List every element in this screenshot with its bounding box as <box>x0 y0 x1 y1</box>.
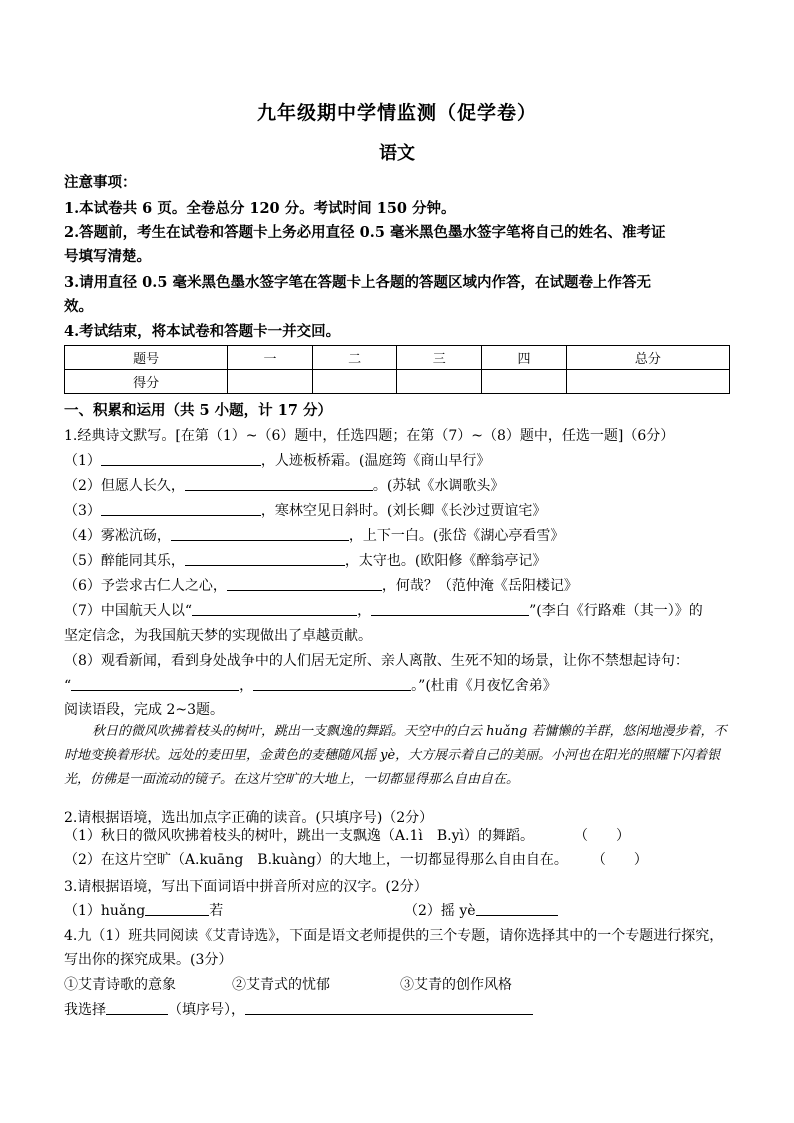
question-1-item-7-cont: 坚定信念，为我国航天梦的实现做出了卓越贡献。 <box>64 628 372 644</box>
answer-blank[interactable] <box>253 676 411 691</box>
question-text: （填序号）， <box>168 1002 245 1018</box>
question-text: （7）中国航天人以“ <box>64 603 193 619</box>
question-text: （1）秋日的微风吹拂着枝头的树叶，跳出一支飘逸（A.1ì B.yì）的舞蹈。 <box>64 828 534 844</box>
notice-heading: 注意事项： <box>64 174 137 191</box>
question-1-item-3 <box>64 501 546 521</box>
question-text: ”(李白《行路难（其一）》的 <box>529 603 703 619</box>
section-heading: 一、积累和运用（共 5 小题，计 17 分） <box>64 402 332 419</box>
question-text: 我选择 <box>64 1002 106 1018</box>
answer-blank[interactable] <box>71 676 239 691</box>
question-text: （4）雾凇沆砀， <box>64 528 171 544</box>
answer-blank[interactable] <box>145 901 209 916</box>
question-1-intro: 1.经典诗文默写。[在第（1）~（6）题中，任选四题；在第（7）~（8）题中，任选一题]（6分） <box>64 428 675 444</box>
notice-item: 4.考试结束，将本试卷和答题卡一并交回。 <box>64 323 341 340</box>
question-text: （5）醉能同其乐， <box>64 553 185 569</box>
notice-item: 2.答题前，考生在试卷和答题卡上务必用直径 0.5 毫米黑色墨水签字笔将自己的姓名、准考证 <box>64 224 666 241</box>
answer-blank[interactable] <box>371 601 529 616</box>
table-header-cell: 二 <box>312 346 397 370</box>
answer-blank[interactable] <box>101 451 261 466</box>
question-text: （2）在这片空旷（A.kuāng B.kuàng）的大地上，一切都显得那么自由自在。 <box>64 852 568 868</box>
reading-intro: 阅读语段，完成 2~3题。 <box>64 702 224 718</box>
question-1-item-1 <box>64 451 490 471</box>
answer-blank[interactable] <box>192 601 357 616</box>
notice-item: 号填写清楚。 <box>64 248 151 265</box>
answer-blank[interactable] <box>185 476 373 491</box>
question-text: （6）予尝求古仁人之心， <box>64 578 227 594</box>
score-cell[interactable] <box>312 370 397 394</box>
answer-paren[interactable]: （ ） <box>591 852 648 868</box>
question-1-item-2 <box>64 476 504 496</box>
table-header-cell: 三 <box>397 346 482 370</box>
question-text: ，何哉？（范仲淹《岳阳楼记》 <box>381 578 578 594</box>
question-text: ， <box>357 603 372 619</box>
question-4-option-1: ①艾青诗歌的意象 <box>64 977 176 993</box>
question-text: （1） <box>64 453 101 469</box>
reading-passage: 秋日的微风吹拂着枝头的树叶，跳出一支飘逸的舞蹈。天空中的白云 huǎng 若慵懒的羊群，悠闲地漫步着，不时地变换着形状。远处的麦田里，金黄色的麦穗随风摇 yè，大方展示着自己的美丽。小河也在阳光的照耀下闪着银光，仿佛是一面流动的镜子。在这片空旷的大地上，一切都显得那么自由自在。 <box>64 724 727 787</box>
table-row-label: 得分 <box>65 370 228 394</box>
question-text: ，太守也。(欧阳修《醉翁亭记》 <box>344 553 547 569</box>
question-text: ，寒林空见日斜时。(刘长卿《长沙过贾谊宅》 <box>260 503 547 519</box>
score-cell[interactable] <box>566 370 729 394</box>
question-2-item-1 <box>64 826 630 846</box>
score-cell[interactable] <box>397 370 482 394</box>
question-2-item-2 <box>64 850 648 870</box>
question-text: （2）摇 yè <box>404 903 476 919</box>
question-text: 。”(杜甫《月夜忆舍弟》 <box>411 678 557 694</box>
question-4-answer <box>64 1000 533 1020</box>
question-1-item-5 <box>64 551 546 571</box>
question-text: （2）但愿人长久， <box>64 478 185 494</box>
exam-subject: 语文 <box>379 143 415 164</box>
table-header-cell: 题号 <box>65 346 228 370</box>
question-4-option-3: ③艾青的创作风格 <box>400 977 512 993</box>
question-text: 。(苏轼《水调歌头》 <box>372 478 505 494</box>
question-1-item-4 <box>64 526 564 546</box>
question-1-item-8-answer <box>64 676 557 696</box>
question-1-item-6 <box>64 576 578 596</box>
table-header-cell: 总分 <box>566 346 729 370</box>
notice-item: 1.本试卷共 6 页。全卷总分 120 分。考试时间 150 分钟。 <box>64 200 456 217</box>
notice-item: 3.请用直径 0.5 毫米黑色墨水签字笔在答题卡上各题的答题区域内作答，在试题卷上作答无 <box>64 274 651 291</box>
score-cell[interactable] <box>482 370 567 394</box>
answer-paren[interactable]: （ ） <box>573 828 630 844</box>
answer-blank[interactable] <box>171 526 349 541</box>
question-4-intro-cont: 写出你的探究成果。(3分） <box>64 952 233 968</box>
table-header-cell: 一 <box>228 346 313 370</box>
question-text: “ <box>64 678 72 694</box>
question-text: 若 <box>209 903 224 919</box>
answer-blank[interactable] <box>245 1000 533 1015</box>
question-4-intro: 4.九（1）班共同阅读《艾青诗选》，下面是语文老师提供的三个专题，请你选择其中的一个专题进行探究， <box>64 928 724 944</box>
question-3-item-1 <box>64 901 223 921</box>
answer-blank[interactable] <box>185 551 345 566</box>
question-4-option-2: ②艾青式的忧郁 <box>232 977 330 993</box>
question-text: ，人迹板桥霜。(温庭筠《商山早行》 <box>260 453 491 469</box>
question-3-item-2 <box>404 901 558 921</box>
answer-blank[interactable] <box>227 576 382 591</box>
table-header-cell: 四 <box>482 346 567 370</box>
question-text: ， <box>239 678 254 694</box>
table-row <box>65 346 730 370</box>
table-row <box>65 370 730 394</box>
notice-item: 效。 <box>64 298 93 315</box>
question-text: （3） <box>64 503 101 519</box>
question-text: ，上下一白。(张岱《湖心亭看雪》 <box>348 528 565 544</box>
exam-title: 九年级期中学情监测（促学卷） <box>256 102 537 124</box>
answer-blank[interactable] <box>476 901 558 916</box>
question-1-item-7 <box>64 601 703 621</box>
answer-blank[interactable] <box>106 1000 168 1015</box>
question-text: （1）huǎng <box>64 903 146 919</box>
question-2-intro: 2.请根据语境，选出加点字正确的读音。(只填序号)（2分） <box>64 810 434 826</box>
score-table <box>64 345 730 394</box>
score-cell[interactable] <box>228 370 313 394</box>
question-3-intro: 3.请根据语境，写出下面词语中拼音所对应的汉字。(2分） <box>64 879 428 895</box>
answer-blank[interactable] <box>101 501 261 516</box>
question-1-item-8: （8）观看新闻，看到身处战争中的人们居无定所、亲人离散、生死不知的场景，让你不禁想起诗句： <box>64 653 689 669</box>
